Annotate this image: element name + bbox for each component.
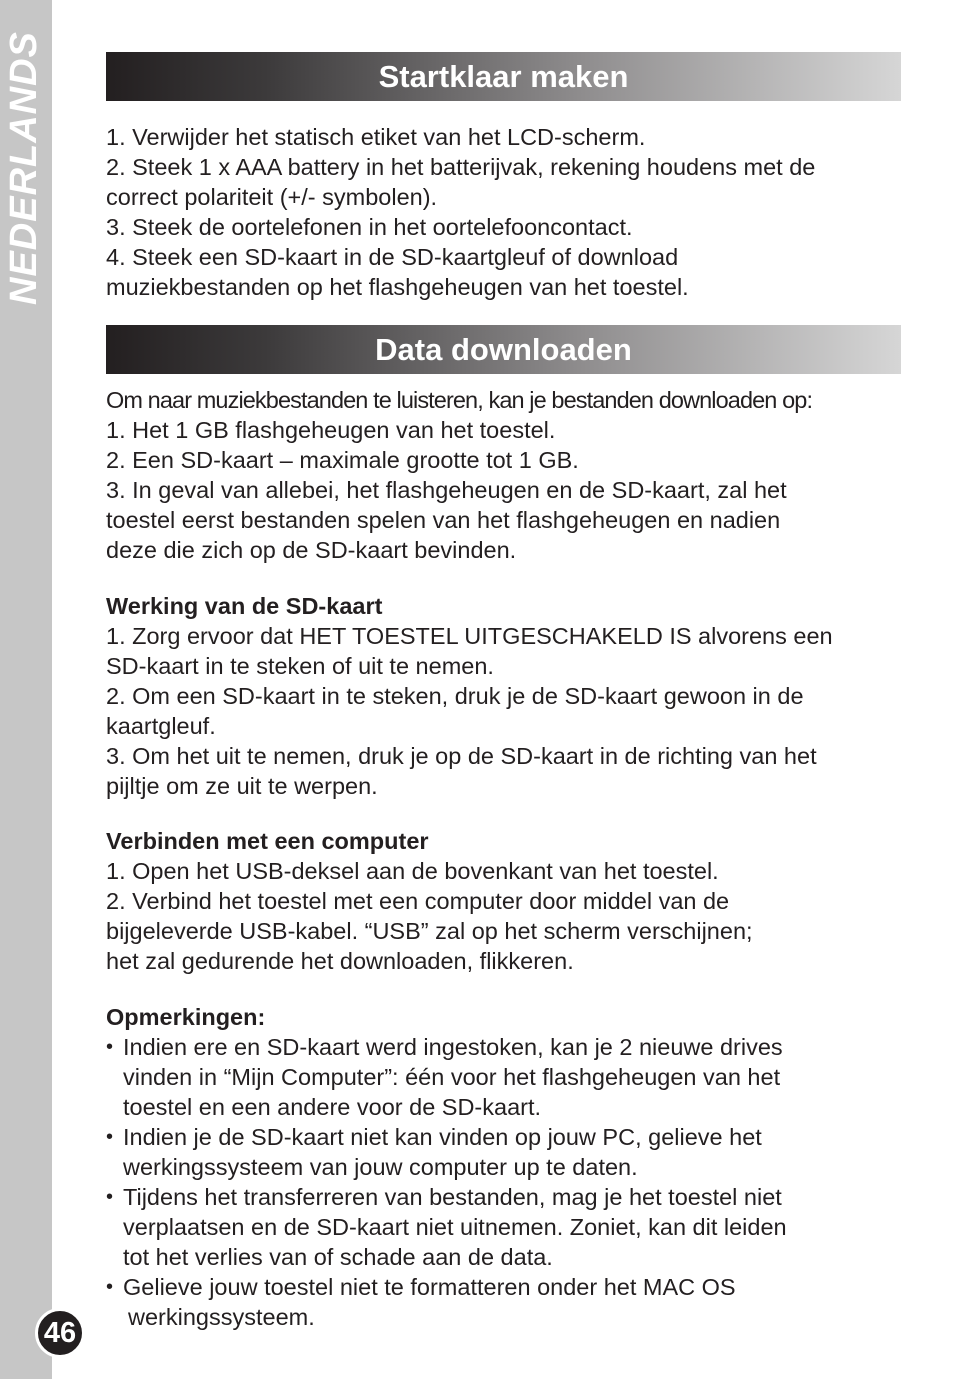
startklaar-steps [106,122,906,302]
step-line: 1. Open het USB-deksel aan de bovenkant van het toestel. [106,858,719,884]
step-line: pijltje om ze uit te werpen. [106,773,378,799]
page-number: 46 [43,1317,77,1349]
note-text: Indien je de SD-kaart niet kan vinden op jouw PC, gelieve het [123,1124,762,1150]
page-number-badge [35,1308,85,1358]
step-line: 3. In geval van allebei, het flashgeheugen en de SD-kaart, zal het [106,477,787,503]
note-text: Indien ere en SD-kaart werd ingestoken, kan je 2 nieuwe drives [123,1034,783,1060]
step-line: 3. Steek de oortelefonen in het oortelefooncontact. [106,214,633,240]
bullet-icon: • [106,1036,114,1058]
step-line: deze die zich op de SD-kaart bevinden. [106,537,517,563]
step-line: 1. Verwijder het statisch etiket van het LCD-scherm. [106,124,646,150]
language-label: NEDERLANDS [3,31,45,305]
bullet-icon: • [106,1126,114,1148]
step-line: het zal gedurende het downloaden, flikkeren. [106,948,574,974]
step-line: 3. Om het uit te nemen, druk je op de SD-kaart in de richting van het [106,743,817,769]
step-line: 4. Steek een SD-kaart in de SD-kaartgleuf of download [106,244,679,270]
step-line: 1. Zorg ervoor dat HET TOESTEL UITGESCHAKELD IS alvorens een [106,623,833,649]
step-line: 2. Steek 1 x AAA battery in het batterijvak, rekening houdens met de [106,154,816,180]
section-title: Startklaar maken [378,59,629,94]
note-text: tot het verlies van of schade aan de data. [123,1244,553,1270]
note-text: vinden in “Mijn Computer”: één voor het flashgeheugen van het [123,1064,781,1090]
subsection-heading: Werking van de SD-kaart [106,593,383,619]
step-line: toestel eerst bestanden spelen van het flashgeheugen en nadien [106,507,781,533]
note-text: Gelieve jouw toestel niet te formatteren onder het MAC OS [123,1274,736,1300]
data-downloaden-body [106,385,906,565]
step-line: 1. Het 1 GB flashgeheugen van het toestel. [106,417,556,443]
section-title: Data downloaden [375,332,632,367]
subsection-heading: Verbinden met een computer [106,828,429,854]
note-item [106,1272,906,1302]
note-text: Tijdens het transferreren van bestanden, mag je het toestel niet [123,1184,782,1210]
section-header-data-downloaden [106,325,901,374]
note-item [106,1032,906,1062]
note-text: verplaatsen en de SD-kaart niet uitnemen. Zoniet, kan dit leiden [123,1214,787,1240]
step-line: 2. Verbind het toestel met een computer door middel van de [106,888,730,914]
note-text: werkingssysteem. [128,1304,315,1330]
bullet-icon: • [106,1276,114,1298]
step-line: 2. Een SD-kaart – maximale grootte tot 1 GB. [106,447,579,473]
step-line: muziekbestanden op het flashgeheugen van het toestel. [106,274,689,300]
step-line: 2. Om een SD-kaart in te steken, druk je de SD-kaart gewoon in de [106,683,804,709]
section-header-startklaar [106,52,901,101]
intro-line: Om naar muziekbestanden te luisteren, kan je bestanden downloaden op: [106,387,813,413]
note-text: werkingssysteem van jouw computer up te daten. [123,1154,638,1180]
sd-card-section [106,591,906,801]
note-text: toestel en een andere voor de SD-kaart. [123,1094,542,1120]
notes-section [106,1002,906,1332]
step-line: kaartgleuf. [106,713,216,739]
step-line: SD-kaart in te steken of uit te nemen. [106,653,494,679]
step-line: correct polariteit (+/- symbolen). [106,184,438,210]
step-line: bijgeleverde USB-kabel. “USB” zal op het scherm verschijnen; [106,918,753,944]
computer-section [106,826,906,976]
note-item [106,1122,906,1152]
bullet-icon: • [106,1186,114,1208]
subsection-heading: Opmerkingen: [106,1004,266,1030]
note-item [106,1182,906,1212]
